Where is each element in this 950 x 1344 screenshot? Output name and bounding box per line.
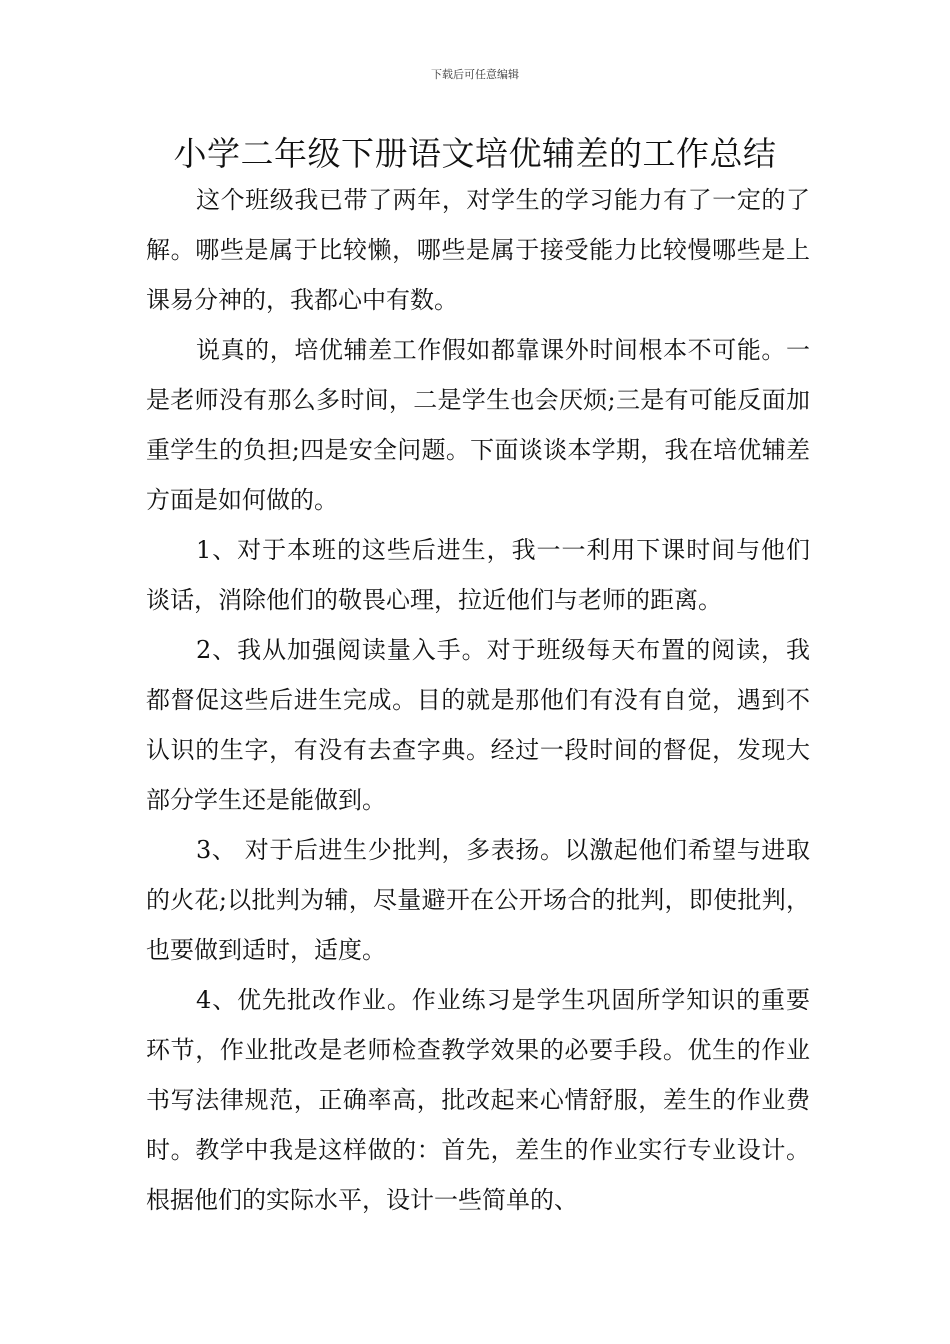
header-note: 下载后可任意编辑 bbox=[431, 68, 519, 81]
paragraph: 2、我从加强阅读量入手。对于班级每天布置的阅读，我都督促这些后进生完成。目的就是那他们有没有自觉，遇到不认识的生字，有没有去查字典。经过一段时间的督促，发现大部分学生还是能做到。 bbox=[146, 636, 810, 814]
paragraph: 这个班级我已带了两年，对学生的学习能力有了一定的了解。哪些是属于比较懒，哪些是属于接受能力比较慢哪些是上课易分神的，我都心中有数。 bbox=[146, 186, 810, 314]
document-body bbox=[146, 175, 810, 1225]
document-title: 小学二年级下册语文培优辅差的工作总结 bbox=[173, 134, 777, 173]
paragraph: 3、 对于后进生少批判，多表扬。以激起他们希望与进取的火花;以批判为辅，尽量避开在公开场合的批判，即使批判，也要做到适时，适度。 bbox=[146, 836, 810, 964]
paragraph: 1、对于本班的这些后进生，我一一利用下课时间与他们谈话，消除他们的敬畏心理，拉近他们与老师的距离。 bbox=[146, 536, 810, 614]
paragraph: 说真的，培优辅差工作假如都靠课外时间根本不可能。一是老师没有那么多时间，二是学生也会厌烦;三是有可能反面加重学生的负担;四是安全问题。下面谈谈本学期，我在培优辅差方面是如何做的。 bbox=[146, 336, 810, 514]
paragraph: 4、优先批改作业。作业练习是学生巩固所学知识的重要环节，作业批改是老师检查教学效果的必要手段。优生的作业书写法律规范，正确率高，批改起来心情舒服，差生的作业费时。教学中我是这样做的：首先，差生的作业实行专业设计。根据他们的实际水平，设计一些简单的、 bbox=[146, 986, 810, 1214]
